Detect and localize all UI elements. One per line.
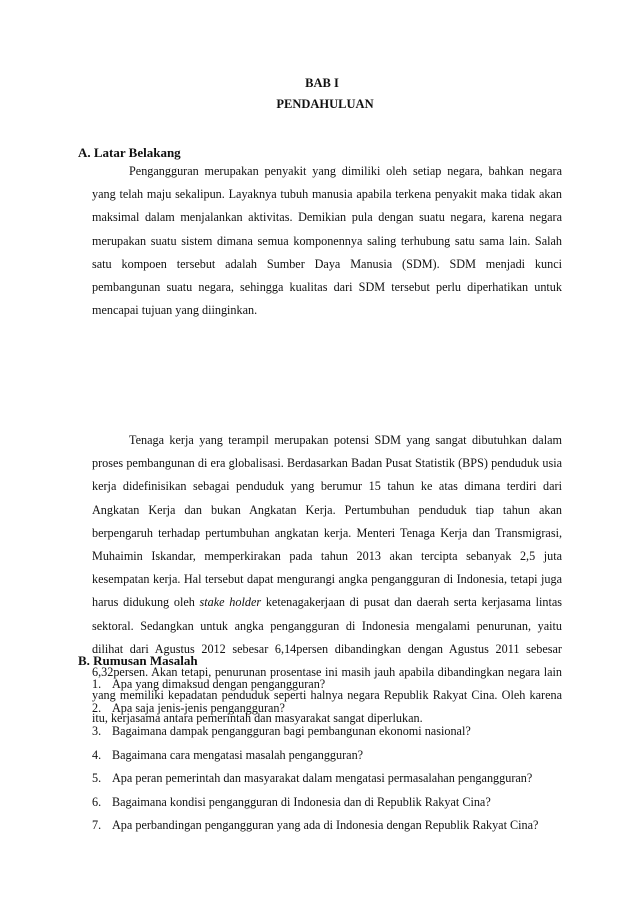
list-item-number: 3.: [92, 724, 102, 738]
list-item: [92, 720, 572, 744]
list-item-number: 1.: [92, 677, 102, 691]
question-list: [92, 673, 572, 838]
paragraph-2-italic-term: stake holder: [199, 595, 262, 610]
list-item: [92, 767, 572, 791]
list-item-text: Apa yang dimaksud dengan pengangguran?: [112, 677, 326, 691]
list-item: [92, 673, 572, 697]
list-item-number: 2.: [92, 700, 102, 715]
paragraph-2-text-part1: Tenaga kerja yang terampil merupakan potensi SDM yang sangat dibutuhkan dalam proses pembangunan di era globalisasi. Berdasarkan Badan Pusat Statistik (BPS) penduduk usia kerja didefinisikan sebagai penduduk yang berumur 15 tahun ke atas dimana terdiri dari Angkatan Kerja dan bukan Angkatan Kerja. Pertumbuhan penduduk tiap tahun akan berpengaruh terhadap pertumbuhan angkatan kerja. Menteri Tenaga Kerja dan Transmigrasi, Muhaimin Iskandar, memperkirakan pada tahun 2013 akan tercipta sebanyak 2,5 juta kesempatan kerja. Hal tersebut dapat mengurangi angka pengangguran di Indonesia, tetapi juga harus didukung oleh: [92, 433, 562, 610]
list-item-text: Bagaimana cara mengatasi masalah pengangguran?: [112, 747, 364, 762]
list-item-number: 7.: [92, 818, 102, 832]
list-item: [92, 697, 572, 721]
list-item-number: 6.: [92, 794, 102, 809]
section-b-heading: B. Rumusan Masalah: [78, 653, 198, 668]
list-item-text: Apa perbandingan pengangguran yang ada di Indonesia dengan Republik Rakyat Cina?: [112, 818, 539, 832]
list-item-text: Bagaimana kondisi pengangguran di Indonesia dan di Republik Rakyat Cina?: [112, 794, 491, 809]
list-item-number: 4.: [92, 747, 102, 762]
paragraph-1-text: Pengangguran merupakan penyakit yang dimiliki oleh setiap negara, bahkan negara yang telah maju sekalipun. Layaknya tubuh manusia apabila terkena penyakit maka tidak akan maksimal dalam menjalankan aktivitas. Demikian pula dengan suatu negara, karena negara merupakan suatu sistem dimana semua komponennya saling terhubung satu sama lain. Salah satu kompoen tersebut adalah Sumber Daya Manusia (SDM). SDM menjadi kunci pembangunan suatu negara, sehingga kualitas dari SDM tersebut perlu diperhatikan untuk mencapai tujuan yang diinginkan.: [92, 164, 562, 318]
list-item: [92, 744, 572, 768]
list-item: [92, 791, 572, 815]
list-item-text: Apa peran pemerintah dan masyarakat dalam mengatasi permasalahan pengangguran?: [112, 771, 533, 785]
paragraph-2-text-part2: ketenagakerjaan di pusat dan daerah serta kerjasama lintas sektoral. Sedangkan untuk angka pengangguran di Indonesia mengalami penurunan, yaitu dilihat dari Agustus 2012 sebesar 6,14persen dibandingkan dengan Agustus 2011 sebesar 6,32persen. Akan tetapi, penurunan prosentase ini masih jauh apabila dibandingkan negara lain yang memiliki kepadatan penduduk seperti halnya negara Republik Rakyat Cina. Oleh karena itu, kerjasama antara pemerintah dan masyarakat sangat diperlukan.: [92, 595, 562, 726]
list-item-text: Apa saja jenis-jenis pengangguran?: [112, 700, 285, 715]
background-paragraph-1: [92, 160, 562, 322]
list-item: [92, 814, 572, 838]
chapter-subtitle: PENDAHULUAN: [276, 97, 374, 111]
section-a-heading: A. Latar Belakang: [78, 145, 181, 160]
list-item-text: Bagaimana dampak pengangguran bagi pembangunan ekonomi nasional?: [112, 724, 471, 738]
chapter-title: BAB I: [305, 76, 339, 90]
list-item-number: 5.: [92, 771, 102, 785]
